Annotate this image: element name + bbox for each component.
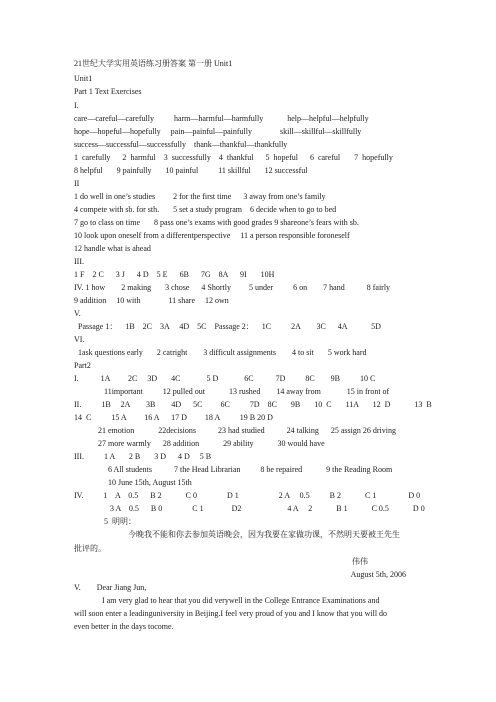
fill-answers-line-2: 8 helpful 9 painfully 10 painful 11 skillful 12 successful bbox=[74, 166, 308, 175]
part2-answers-line-4: 14 C 15 A 16 A 17 D 18 A 19 B 20 D bbox=[74, 413, 273, 422]
letter-body-line-2: will soon enter a leadinguniversity in Beijing.I feel very proud of you and I know that you will do bbox=[74, 609, 388, 618]
word-forms-line-3: success—successful—successfully thank—thankful—thankfully bbox=[74, 140, 288, 149]
section-iv-answers-line-2: 9 addition 10 with 11 share 12 own bbox=[74, 296, 229, 305]
letter-body-line-1: I am very glad to hear that you did verywell in the College Entrance Examinations and bbox=[74, 596, 380, 605]
part2-answers-line-8: 6 All students 7 the Head Librarian 8 be repaired 9 the Reading Room bbox=[74, 465, 393, 474]
letter-body-line-3: even better in the days tocome. bbox=[74, 622, 174, 631]
phrase-answers-line-5: 12 handle what is ahead bbox=[74, 244, 151, 253]
phrase-answers-line-2: 4 compete with sb. for sth. 5 set a study program 6 decide when to go to bed bbox=[74, 205, 337, 214]
word-forms-line-1: care—careful—carefully harm—harmful—harmfully help—helpful—helpfully bbox=[74, 114, 369, 123]
matching-answers: 1 F 2 C 3 J 4 D 5 E 6B 7G 8A 9I 10H bbox=[74, 270, 275, 279]
part2-answers-line-6: 27 more warmly 28 addition 29 ability 30 would have bbox=[74, 439, 325, 448]
section-vi-answers: 1ask questions early 2 catright 3 difficult assignments 4 to sit 5 work hard bbox=[74, 348, 367, 357]
part2-answers-line-7: III. 1 A 2 B 3 D 4 D 5 B bbox=[74, 452, 212, 461]
phrase-answers-line-3: 7 go to class on time 8 pass one’s exams with good grades 9 shareone’s fears with sb. bbox=[74, 218, 359, 227]
section-ii-heading: II bbox=[74, 179, 80, 188]
note-body-line-1: 今晚我不能和你去参加英语晚会，因为我要在家做功课，不然明天要被王先生 bbox=[74, 530, 400, 539]
part2-answers-line-9: 10 June 15th, August 15th bbox=[74, 478, 192, 487]
section-vi-heading: VI. bbox=[74, 335, 85, 344]
part2-answers-line-2: 11important 12 pulled out 13 rushed 14 away from 15 in front of bbox=[74, 387, 390, 396]
part2-answers-line-1: I. 1A 2C 3D 4C 5 D 6C 7D 8C 9B 10 C bbox=[74, 374, 376, 383]
section-iii-heading: III. bbox=[74, 257, 84, 266]
part2-answers-line-5: 21 emotion 22decisions 23 had studied 24 talking 25 assign 26 driving bbox=[74, 426, 396, 435]
part2-answers-line-3: II. 1B 2A 3B 4D 5C 6C 7D 8C 9B 10 C 11A 12 D 13 B bbox=[74, 400, 432, 409]
section-i-heading: I. bbox=[74, 101, 79, 110]
document-title: 21世纪大学实用英语练习册答案 第一册 Unit1 bbox=[74, 59, 233, 68]
part1-heading: Part 1 Text Exercises bbox=[74, 87, 142, 96]
unit-heading: Unit1 bbox=[74, 74, 93, 83]
section-v-heading: V. bbox=[74, 309, 81, 318]
note-label: 5 明明： bbox=[74, 517, 136, 526]
note-signature: 伟伟 bbox=[352, 557, 368, 566]
phrase-answers-line-1: 1 do well in one’s studies 2 for the first time 3 away from one’s family bbox=[74, 192, 326, 201]
phrase-answers-line-4: 10 look upon oneself from a differentperspective 11 a person responsible foroneself bbox=[74, 231, 350, 240]
fill-answers-line-1: 1 carefully 2 harmful 3 successfully 4 thankful 5 hopeful 6 careful 7 hopefully bbox=[74, 153, 393, 162]
part2-answers-line-11: 3 A 0.5 B 0 C 1 D2 4 A 2 B 1 C 0.5 D 0 bbox=[74, 504, 425, 513]
part2-heading: Part2 bbox=[74, 361, 91, 370]
word-forms-line-2: hope—hopeful—hopefully pain—painful—painfully skill—skillful—skillfully bbox=[74, 127, 362, 136]
letter-greeting: V. Dear Jiang Jun, bbox=[74, 583, 147, 592]
section-iv-answers-line-1: IV. 1 how 2 making 3 chose 4 Shortly 5 under 6 on 7 hand 8 fairly bbox=[74, 283, 391, 292]
note-date: August 5th, 2006 bbox=[350, 570, 406, 579]
note-body-line-2: 批评的。 bbox=[74, 544, 106, 553]
passage-answers: Passage 1： 1B 2C 3A 4D 5C Passage 2： 1C 2A 3C 4A 5D bbox=[74, 322, 381, 331]
part2-answers-line-10: IV. 1 A 0.5 B 2 C 0 D 1 2 A 0.5 B 2 C 1 D 0 bbox=[74, 491, 421, 500]
